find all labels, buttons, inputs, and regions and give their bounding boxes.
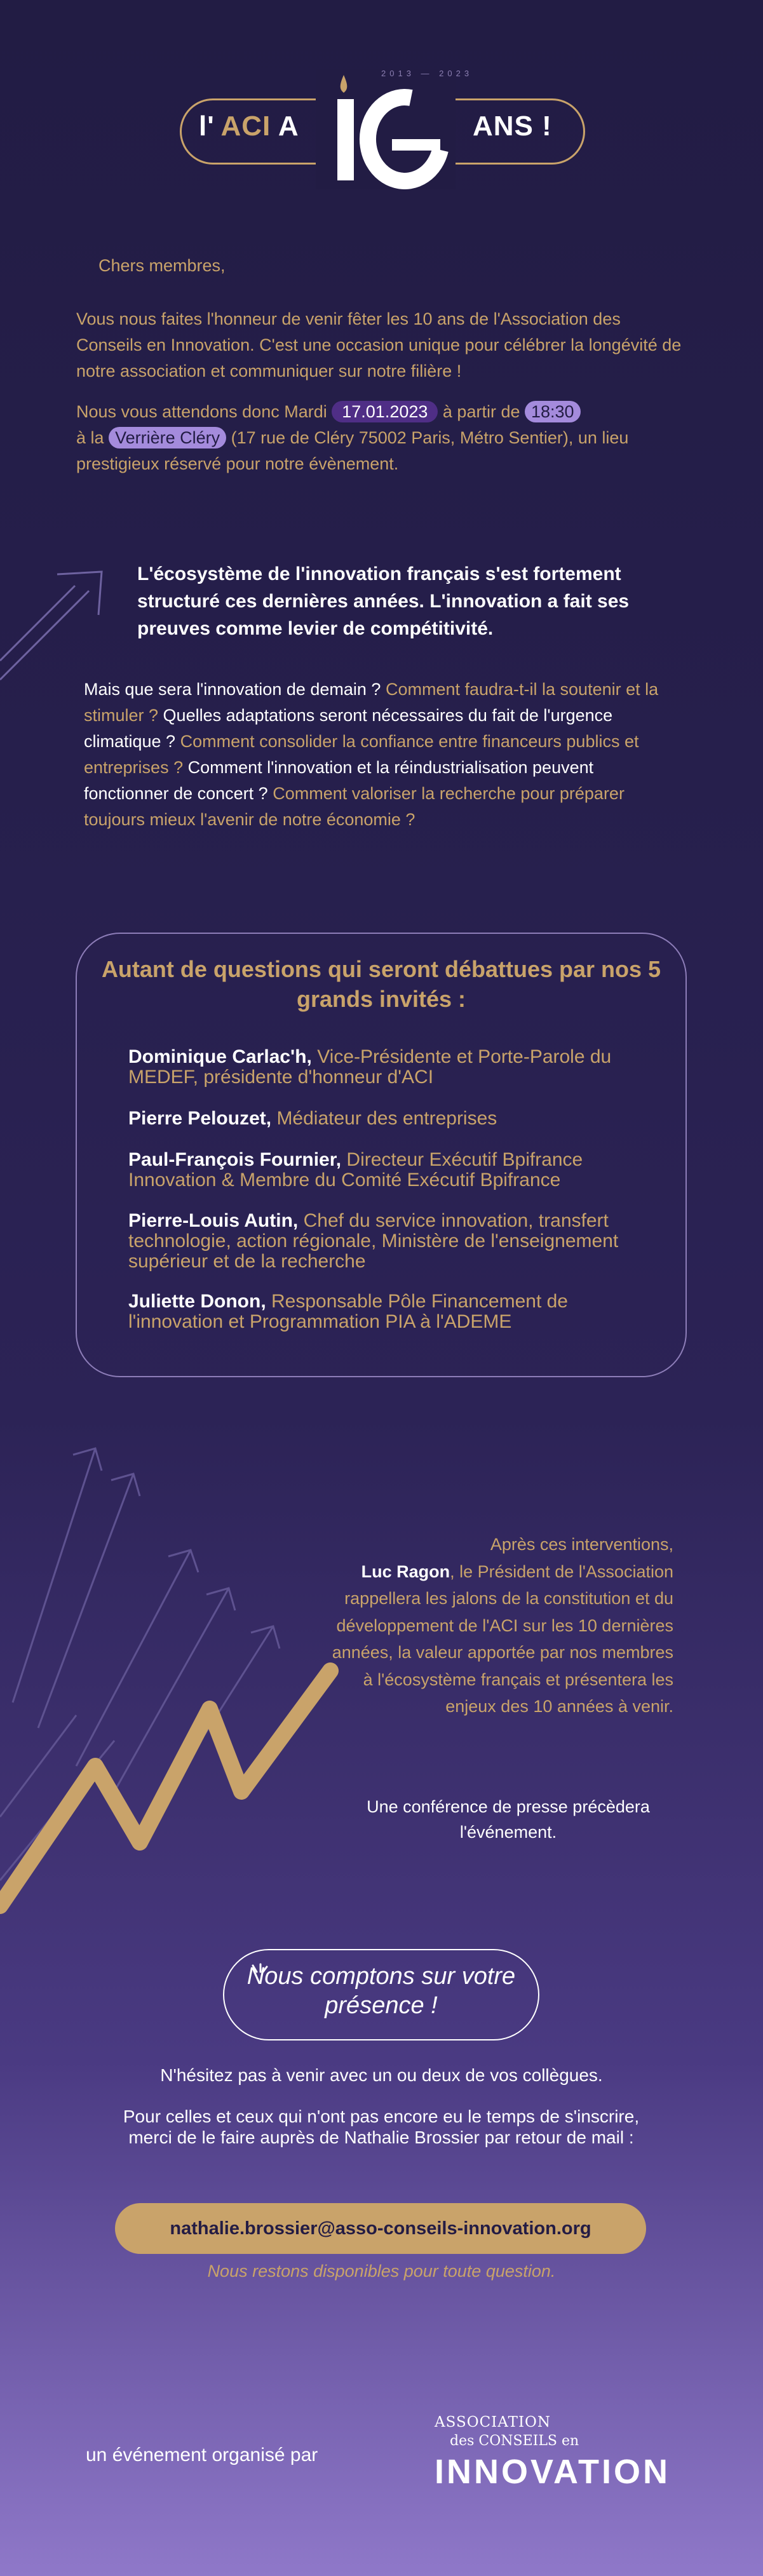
anniversary-number xyxy=(316,69,456,189)
guests-title: Autant de questions qui seront débattues par nos 5 grands invités : xyxy=(101,956,661,1012)
guest-item: Pierre Pelouzet, Médiateur des entreprises xyxy=(128,1108,497,1129)
guest-item: Dominique Carlac'h, Vice-Présidente et Porte-Parole du MEDEF, présidente d'honneur d'ACI xyxy=(128,1046,612,1088)
header-left: l' ACI A xyxy=(199,111,299,142)
arrow-decoration-icon xyxy=(0,559,108,686)
organized-by-label: un événement organisé par xyxy=(86,2445,318,2465)
years-range: 2013 — 2023 xyxy=(381,69,473,78)
guest-item: Juliette Donon, Responsable Pôle Financement de l'innovation et Programmation PIA à l'ADEME xyxy=(128,1291,568,1332)
time-badge: 18:30 xyxy=(525,401,581,422)
closing-paragraph: Après ces interventions, Luc Ragon, le Président de l'Association rappellera les jalons de la constitution et du développement de l'ACI sur les 10 dernières années, la valeur apportée par nos membres à l'écosystème français et présentera les enjeux des 10 années à venir. xyxy=(332,1535,673,1716)
growth-arrows-icon xyxy=(0,1436,356,1919)
guest-item: Paul-François Fournier, Directeur Exécutif Bpifrance Innovation & Membre du Comité Exécutif Bpifrance xyxy=(128,1149,583,1190)
press-note: Une conférence de presse précèdera l'événement. xyxy=(367,1797,650,1842)
guest-item: Pierre-Louis Autin, Chef du service innovation, transfert technologie, action régionale, Ministère de l'enseignement supérieur et de la recherche xyxy=(128,1210,619,1272)
date-badge: 17.01.2023 xyxy=(332,401,438,422)
availability-note: Nous restons disponibles pour toute question. xyxy=(207,2262,556,2281)
aci-logo: ASSOCIATION des CONSEILS en INNOVATION xyxy=(435,2414,670,2491)
venue-badge: Verrière Cléry xyxy=(109,427,226,448)
flame-icon xyxy=(341,75,348,93)
register-note: Pour celles et ceux qui n'ont pas encore eu le temps de s'inscrire, merci de le faire auprès de Nathalie Brossier par retour de mail : xyxy=(123,2107,640,2147)
greeting: Chers membres, xyxy=(98,256,226,275)
header-right: ANS ! xyxy=(473,111,552,142)
intro-paragraph: Vous nous faites l'honneur de venir fêter les 10 ans de l'Association des Conseils en Innovation. C'est une occasion unique pour célébrer la longévité de notre association et communiquer sur notre filière ! xyxy=(76,309,682,381)
lead-statement: L'écosystème de l'innovation français s'est fortement structuré ces dernières années. L'innovation a fait ses preuves comme levier de compétitivité. xyxy=(137,563,630,639)
questions-paragraph: Mais que sera l'innovation de demain ? Comment faudra-t-il la soutenir et la stimuler ? Quelles adaptations seront nécessaires du fait de l'urgence climatique ? Comment consolider la confiance entre financeurs publics et entreprises ? Comment l'innovation et la réindustrialisation peuvent fonctionner de concert ? Comment valoriser la recherche pour préparer toujours mieux l'avenir de notre économie ? xyxy=(84,680,659,829)
event-details: Nous vous attendons donc Mardi 17.01.2023 à partir de 18:30 à la Verrière Cléry (17 rue de Cléry 75002 Paris, Métro Sentier), un lieu prestigieux réservé pour notre évènement. xyxy=(76,402,629,473)
presence-message: Nous comptons sur votre présence ! xyxy=(246,1963,516,2019)
colleagues-note: N'hésitez pas à venir avec un ou deux de vos collègues. xyxy=(160,2065,603,2085)
email-button[interactable]: nathalie.brossier@asso-conseils-innovation.org xyxy=(115,2203,646,2254)
